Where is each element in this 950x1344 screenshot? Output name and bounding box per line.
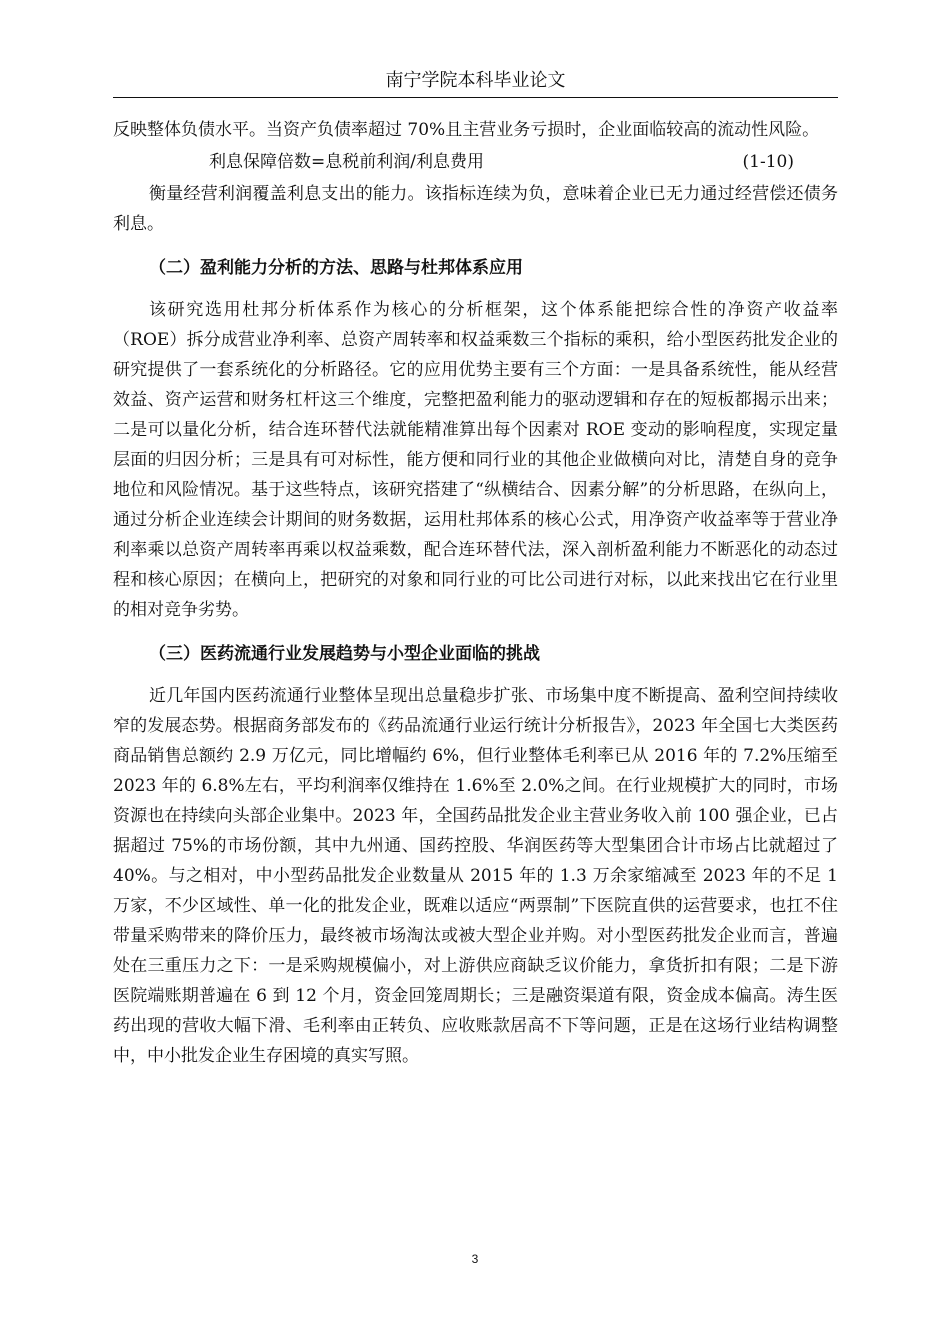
paragraph-continuation: 反映整体负债水平。当资产负债率超过 70%且主营业务亏损时，企业面临较高的流动性风险。 [113,120,820,140]
formula-number: (1-10) [742,152,794,172]
section-heading-3: （三）医药流通行业发展趋势与小型企业面临的挑战 [149,644,540,664]
section-heading-2: （二）盈利能力分析的方法、思路与杜邦体系应用 [149,258,523,278]
document-body [113,115,838,1071]
paragraph-industry-trend: 近几年国内医药流通行业整体呈现出总量稳步扩张、市场集中度不断提高、盈利空间持续收窄的发展态势。根据商务部发布的《药品流通行业运行统计分析报告》，2023 年全国七大类医药商品销售总额约 2.9 万亿元，同比增幅约 6%，但行业整体毛利率已从 2016 年的 7.2%压缩至 2023 年的 6.8%左右，平均利润率仅维持在 1.6%至 2.0%之间。在行业规模扩大的同时，市场资源也在持续向头部企业集中。2023 年，全国药品批发企业主营业务收入前 100 强企业，已占据超过 75%的市场份额，其中九州通、国药控股、华润医药等大型集团合计市场占比就超过了 40%。与之相对，中小型药品批发企业数量从 2015 年的 1.3 万余家缩减至 2023 年的不足 1 万家，不少区域性、单一化的批发企业，既难以适应“两票制”下医院直供的运营要求，也扛不住带量采购带来的降价压力，最终被市场淘汰或被大型企业并购。对小型医药批发企业而言，普遍处在三重压力之下：一是采购规模偏小，对上游供应商缺乏议价能力，拿货折扣有限；二是下游医院端账期普遍在 6 到 12 个月，资金回笼周期长；三是融资渠道有限，资金成本偏高。涛生医药出现的营收大幅下滑、毛利率由正转负、应收账款居高不下等问题，正是在这场行业结构调整中，中小批发企业生存困境的真实写照。 [113,686,838,1066]
formula-text: 利息保障倍数=息税前利润/利息费用 [209,152,484,172]
paragraph-dupont: 该研究选用杜邦分析体系作为核心的分析框架，这个体系能把综合性的净资产收益率（ROE）拆分成营业净利率、总资产周转率和权益乘数三个指标的乘积，给小型医药批发企业的研究提供了一套系统化的分析路径。它的应用优势主要有三个方面：一是具备系统性，能从经营效益、资产运营和财务杠杆这三个维度，完整把盈利能力的驱动逻辑和存在的短板都揭示出来；二是可以量化分析，结合连环替代法就能精准算出每个因素对 ROE 变动的影响程度，实现定量层面的归因分析；三是具有可对标性，能方便和同行业的其他企业做横向对比，清楚自身的竞争地位和风险情况。基于这些特点，该研究搭建了“纵横结合、因素分解”的分析思路，在纵向上，通过分析企业连续会计期间的财务数据，运用杜邦体系的核心公式，用净资产收益率等于营业净利率乘以总资产周转率再乘以权益乘数，配合连环替代法，深入剖析盈利能力不断恶化的动态过程和核心原因；在横向上，把研究的对象和同行业的可比公司进行对标，以此来找出它在行业里的相对竞争劣势。 [113,300,838,620]
header-divider [113,97,838,98]
paragraph-interest-coverage: 衡量经营利润覆盖利息支出的能力。该指标连续为负，意味着企业已无力通过经营偿还债务利息。 [113,184,838,234]
page-number: 3 [471,1252,479,1266]
page-header-title: 南宁学院本科毕业论文 [385,70,566,91]
formula-row [113,147,838,177]
